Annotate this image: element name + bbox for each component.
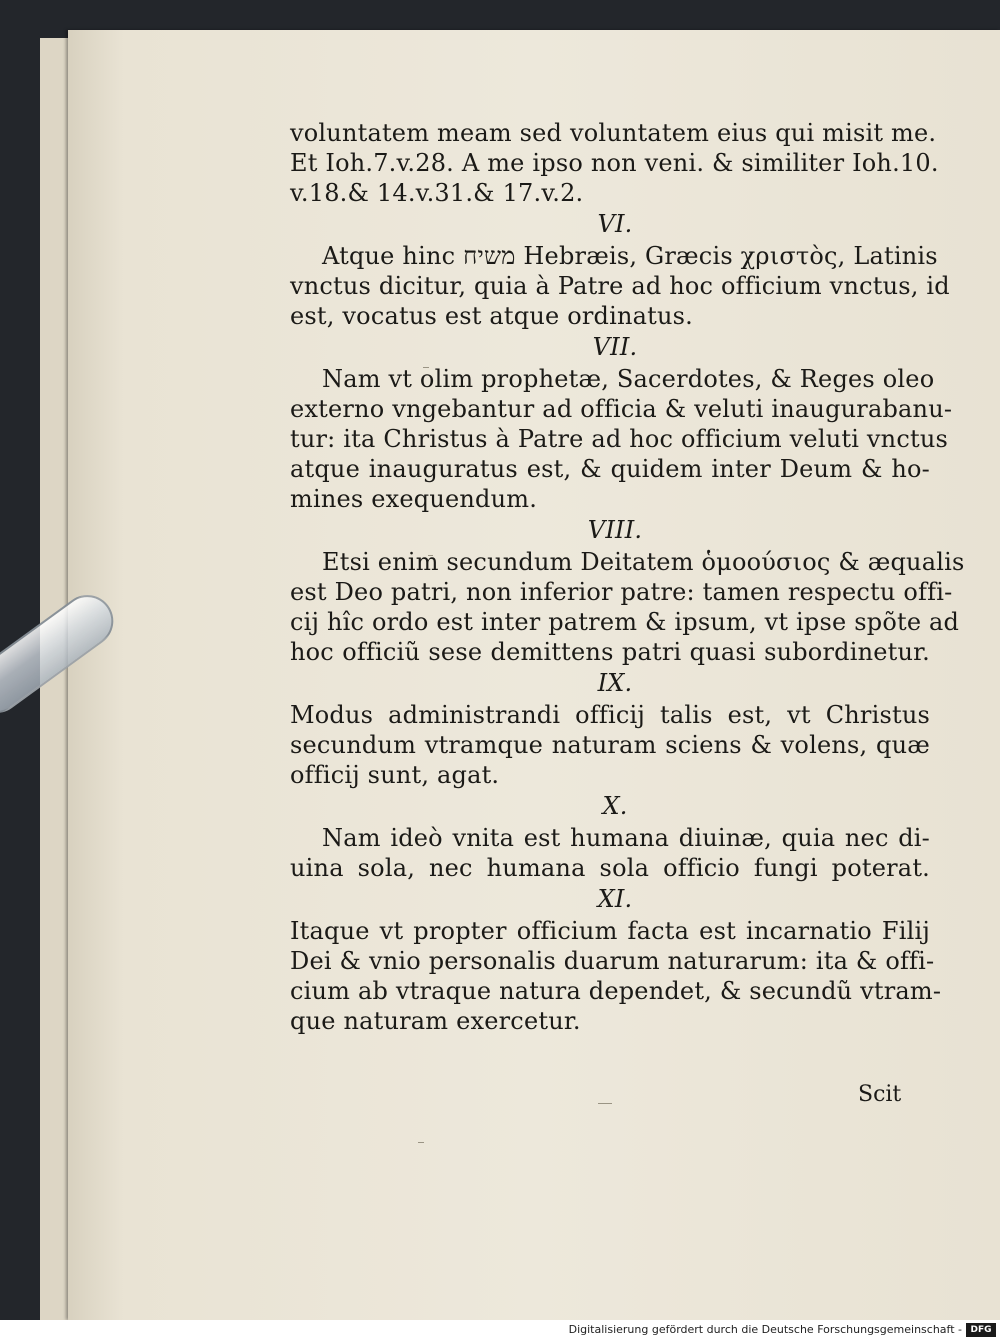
text-line: que naturam exercetur. [290,1007,581,1035]
text-line: Dei & vnio personalis duarum naturarum: ita & offi- [290,947,935,975]
dfg-logo: DFG [966,1323,996,1337]
text-line: secundum vtramque naturam sciens & volens, quæ [290,731,930,759]
section-heading: VIII. [587,516,643,544]
section-heading: XI. [597,885,633,913]
section-heading: VII. [592,333,638,361]
text-line: tur: ita Christus à Patre ad hoc officium veluti vnctus [290,425,948,453]
text-line: Modus administrandi officij talis est, vt Christus [290,701,930,729]
text-line: Et Ioh.7.v.28. A me ipso non veni. & similiter Ioh.10. [290,149,939,177]
catchword: Scit [858,1082,902,1107]
text-line: Atque hinc משיח Hebræis, Græcis χριστὸς, Latinis [322,242,938,270]
text-line: externo vngebantur ad officia & veluti inaugurabanu- [290,395,953,423]
text-line: cium ab vtraque natura dependet, & secundũ vtram- [290,977,942,1005]
text-line: Etsi enim secundum Deitatem ὁμοούσιος & æqualis [322,548,965,576]
text-line: atque inauguratus est, & quidem inter Deum & ho- [290,455,930,483]
page-text [290,118,965,1036]
text-line: Itaque vt propter officium facta est incarnatio Filij [290,917,930,945]
text-line: officij sunt, agat. [290,761,500,789]
text-line: voluntatem meam sed voluntatem eius qui misit me. [290,119,937,147]
text-line: hoc officiũ sese demittens patri quasi subordinetur. [290,638,930,666]
text-line: uina sola, nec humana sola officio fungi poterat. [290,854,930,882]
section-heading: IX. [597,669,633,697]
text-line: cij hîc ordo est inter patrem & ipsum, vt ipse spõte ad [290,608,960,636]
footer-bar [0,1320,1000,1340]
text-line: mines exequendum. [290,485,538,513]
text-line: est Deo patri, non inferior patre: tamen respectu offi- [290,578,953,606]
text-line: v.18.& 14.v.31.& 17.v.2. [290,179,584,207]
text-line: Nam ideò vnita est humana diuinæ, quia nec di- [322,824,930,852]
text-line: vnctus dicitur, quia à Patre ad hoc officium vnctus, id [290,272,950,300]
text-line: est, vocatus est atque ordinatus. [290,302,693,330]
section-heading: X. [602,792,628,820]
text-line: Nam vt olim prophetæ, Sacerdotes, & Reges oleo [322,365,935,393]
footer-credit: Digitalisierung gefördert durch die Deutsche Forschungsgemeinschaft - [568,1323,962,1336]
section-heading: VI. [597,210,633,238]
